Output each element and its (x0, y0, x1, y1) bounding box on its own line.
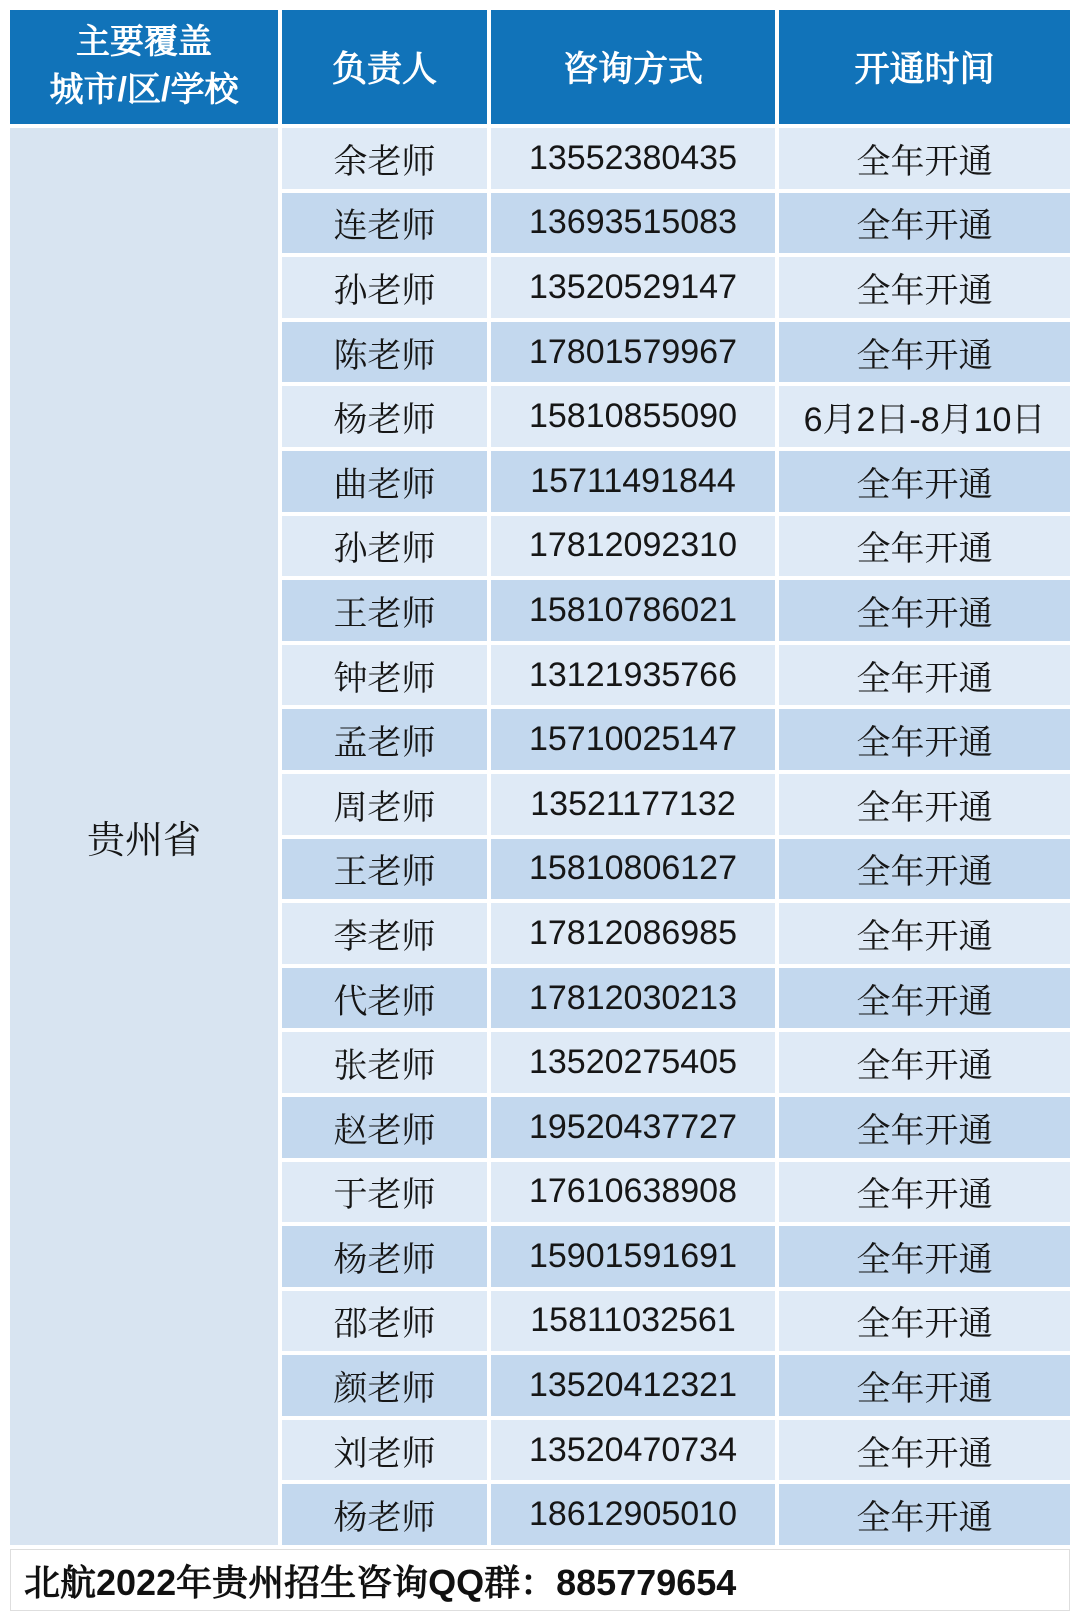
phone-number-cell: 15710025147 (491, 709, 775, 770)
teacher-name-cell: 周老师 (282, 774, 487, 835)
open-time-cell: 全年开通 (779, 1032, 1070, 1093)
phone-number-cell: 17801579967 (491, 322, 775, 383)
teacher-name-cell: 陈老师 (282, 322, 487, 383)
open-time-cell: 全年开通 (779, 1484, 1070, 1545)
phone-number-cell: 13121935766 (491, 645, 775, 706)
teacher-name-cell: 王老师 (282, 580, 487, 641)
footer-qq-group-text: 北航2022年贵州招生咨询QQ群：885779654 (24, 1561, 737, 1603)
phone-number-cell: 13520412321 (491, 1355, 775, 1416)
header-coverage (10, 10, 278, 124)
open-time-cell: 6月2日-8月10日 (779, 386, 1070, 447)
teacher-name-cell: 颜老师 (282, 1355, 487, 1416)
teacher-name-cell: 李老师 (282, 903, 487, 964)
phone-number-cell: 13693515083 (491, 193, 775, 254)
header-open-time: 开通时间 (779, 10, 1070, 124)
open-time-cell: 全年开通 (779, 839, 1070, 900)
teacher-name-cell: 张老师 (282, 1032, 487, 1093)
open-time-cell: 全年开通 (779, 1420, 1070, 1481)
open-time-cell: 全年开通 (779, 1355, 1070, 1416)
phone-number-cell: 18612905010 (491, 1484, 775, 1545)
open-time-cell: 全年开通 (779, 257, 1070, 318)
teacher-name-cell: 刘老师 (282, 1420, 487, 1481)
teacher-name-cell: 邵老师 (282, 1291, 487, 1352)
teacher-name-cell: 杨老师 (282, 1484, 487, 1545)
phone-number-cell: 13552380435 (491, 128, 775, 189)
open-time-cell: 全年开通 (779, 1097, 1070, 1158)
phone-number-cell: 17812030213 (491, 968, 775, 1029)
open-time-cell: 全年开通 (779, 774, 1070, 835)
teacher-name-cell: 钟老师 (282, 645, 487, 706)
phone-number-cell: 17812086985 (491, 903, 775, 964)
teacher-name-cell: 杨老师 (282, 1226, 487, 1287)
teacher-name-cell: 连老师 (282, 193, 487, 254)
open-time-cell: 全年开通 (779, 709, 1070, 770)
phone-number-cell: 15811032561 (491, 1291, 775, 1352)
teacher-name-cell: 代老师 (282, 968, 487, 1029)
teacher-name-cell: 杨老师 (282, 386, 487, 447)
header-coverage-line2: 城市/区/学校 (49, 71, 239, 109)
open-time-cell: 全年开通 (779, 1226, 1070, 1287)
teacher-name-cell: 孙老师 (282, 257, 487, 318)
open-time-cell: 全年开通 (779, 1162, 1070, 1223)
phone-number-cell: 19520437727 (491, 1097, 775, 1158)
phone-number-cell: 13520529147 (491, 257, 775, 318)
open-time-cell: 全年开通 (779, 580, 1070, 641)
phone-number-cell: 15711491844 (491, 451, 775, 512)
open-time-cell: 全年开通 (779, 451, 1070, 512)
header-coverage-line1: 主要覆盖 (76, 23, 212, 62)
phone-number-cell: 17812092310 (491, 516, 775, 577)
phone-number-cell: 17610638908 (491, 1162, 775, 1223)
header-contact-method: 咨询方式 (491, 10, 775, 124)
phone-number-cell: 15810855090 (491, 386, 775, 447)
phone-number-cell: 13520275405 (491, 1032, 775, 1093)
phone-number-cell: 13520470734 (491, 1420, 775, 1481)
phone-number-cell: 15810786021 (491, 580, 775, 641)
teacher-name-cell: 赵老师 (282, 1097, 487, 1158)
open-time-cell: 全年开通 (779, 193, 1070, 254)
open-time-cell: 全年开通 (779, 322, 1070, 383)
phone-number-cell: 13521177132 (491, 774, 775, 835)
teacher-name-cell: 孟老师 (282, 709, 487, 770)
open-time-cell: 全年开通 (779, 516, 1070, 577)
open-time-cell: 全年开通 (779, 968, 1070, 1029)
open-time-cell: 全年开通 (779, 903, 1070, 964)
open-time-cell: 全年开通 (779, 128, 1070, 189)
teacher-name-cell: 孙老师 (282, 516, 487, 577)
region-cell-guizhou: 贵州省 (10, 128, 278, 1545)
teacher-name-cell: 曲老师 (282, 451, 487, 512)
open-time-cell: 全年开通 (779, 645, 1070, 706)
teacher-name-cell: 余老师 (282, 128, 487, 189)
teacher-name-cell: 于老师 (282, 1162, 487, 1223)
contact-table (10, 10, 1070, 1545)
phone-number-cell: 15810806127 (491, 839, 775, 900)
teacher-name-cell: 王老师 (282, 839, 487, 900)
phone-number-cell: 15901591691 (491, 1226, 775, 1287)
footer-qq-group (10, 1549, 1070, 1611)
header-person: 负责人 (282, 10, 487, 124)
open-time-cell: 全年开通 (779, 1291, 1070, 1352)
